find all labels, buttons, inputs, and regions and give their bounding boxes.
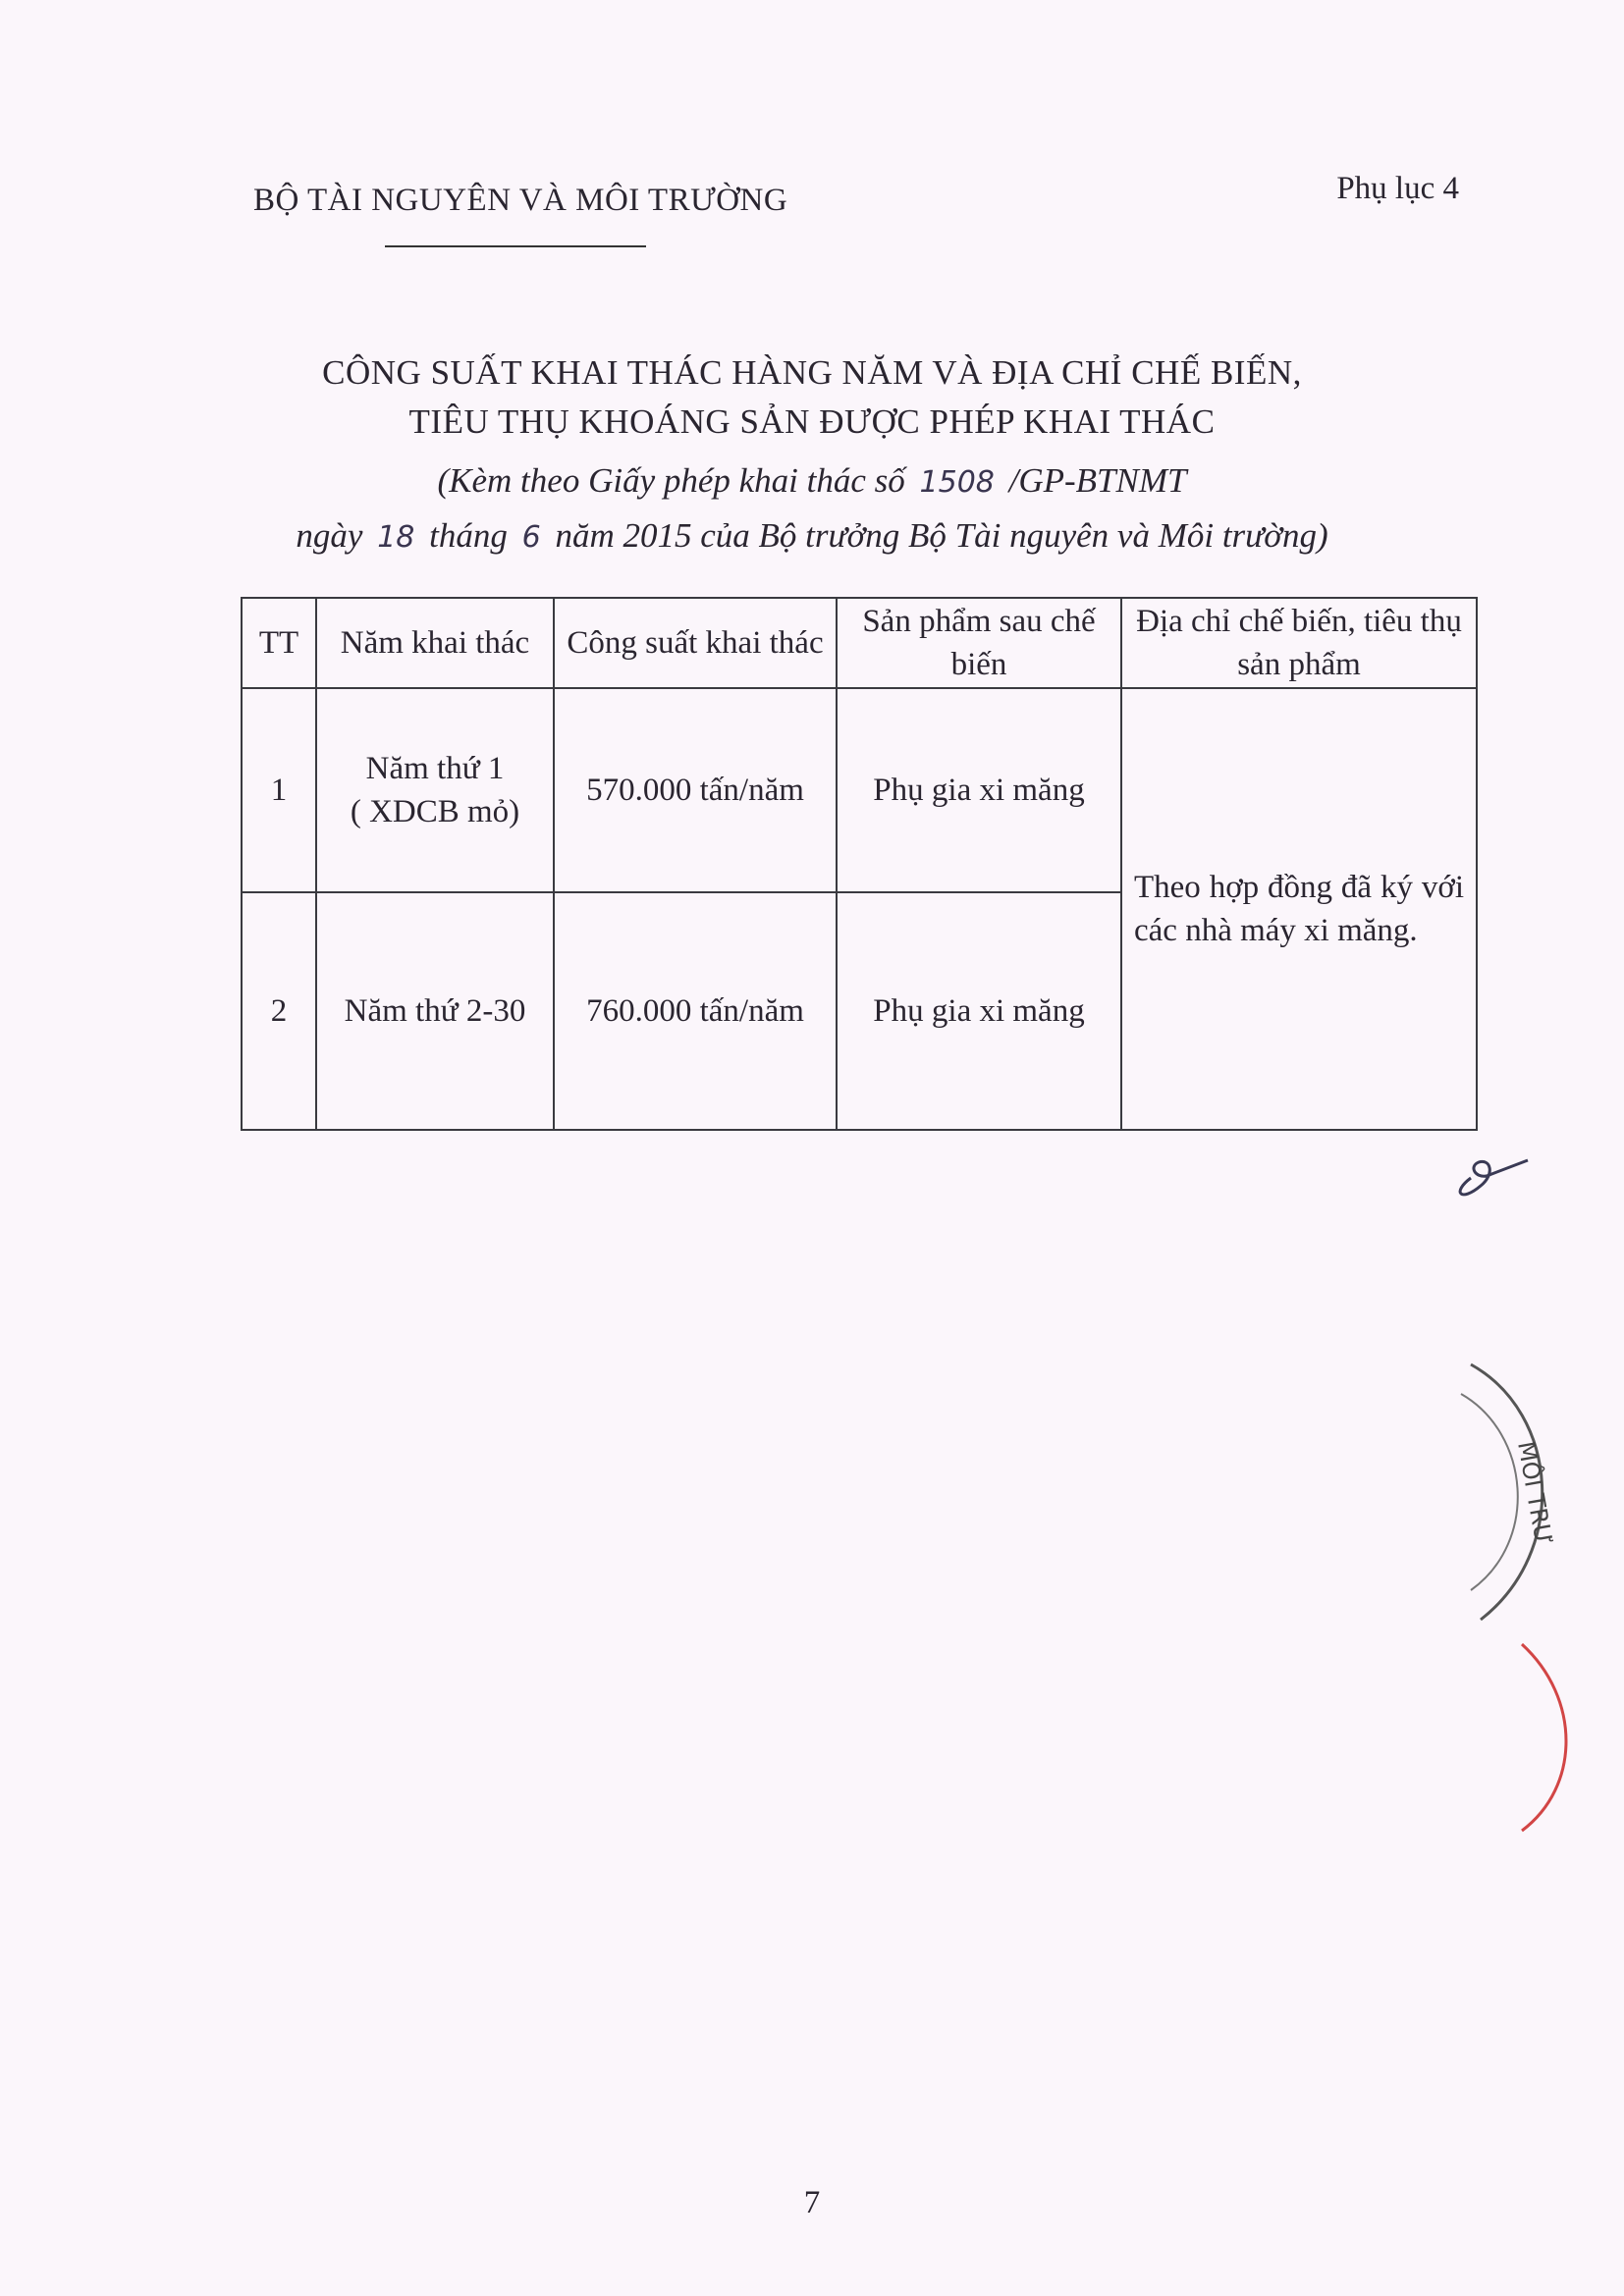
header-address: Địa chỉ chế biến, tiêu thụ sản phẩm	[1121, 598, 1477, 688]
handwritten-permit-number: 1508	[919, 465, 995, 500]
document-title-line-1: CÔNG SUẤT KHAI THÁC HÀNG NĂM VÀ ĐỊA CHỈ CHẾ BIẾN,	[322, 353, 1302, 392]
subtitle-permit-prefix: (Kèm theo Giấy phép khai thác số	[437, 461, 905, 500]
subtitle-year-suffix: năm 2015 của Bộ trưởng Bộ Tài nguyên và Môi trường)	[555, 516, 1328, 555]
cell-year-line-1: Năm thứ 1	[365, 751, 505, 786]
cell-tt: 2	[242, 892, 316, 1130]
handwritten-day: 18	[377, 520, 415, 555]
header-tt: TT	[242, 598, 316, 688]
cell-product: Phụ gia xi măng	[837, 892, 1121, 1130]
cell-capacity: 760.000 tấn/năm	[554, 892, 837, 1130]
ministry-underline	[385, 245, 646, 247]
table-header-row	[242, 598, 1477, 688]
table-row	[242, 688, 1477, 892]
cell-capacity: 570.000 tấn/năm	[554, 688, 837, 892]
capacity-table	[241, 597, 1478, 1131]
subtitle-day-prefix: ngày	[296, 516, 363, 555]
cell-year	[316, 688, 554, 892]
cell-tt: 1	[242, 688, 316, 892]
handwritten-month: 6	[521, 520, 541, 555]
document-title-line-2: TIÊU THỤ KHOÁNG SẢN ĐƯỢC PHÉP KHAI THÁC	[408, 402, 1216, 441]
cell-address: Theo hợp đồng đã ký với các nhà máy xi măng.	[1121, 688, 1477, 1130]
header-capacity: Công suất khai thác	[554, 598, 837, 688]
cell-year-line-2: ( XDCB mỏ)	[350, 794, 520, 829]
subtitle-line-2	[0, 516, 1624, 556]
red-seal-stamp	[1512, 1639, 1581, 1836]
appendix-label: Phụ lục 4	[1336, 171, 1459, 206]
subtitle-permit-suffix: /GP-BTNMT	[1008, 461, 1187, 500]
page-number: 7	[803, 2185, 821, 2220]
ministry-name: BỘ TÀI NGUYÊN VÀ MÔI TRƯỜNG	[253, 183, 788, 218]
header-year: Năm khai thác	[316, 598, 554, 688]
seal-text: MÔI TRƯ	[1512, 1439, 1558, 1547]
cell-product: Phụ gia xi măng	[837, 688, 1121, 892]
signature-mark	[1441, 1139, 1530, 1207]
header-product: Sản phẩm sau chế biến	[837, 598, 1121, 688]
subtitle-line-1	[0, 461, 1624, 501]
official-seal-stamp	[1451, 1355, 1589, 1629]
cell-year: Năm thứ 2-30	[316, 892, 554, 1130]
subtitle-month-prefix: tháng	[429, 516, 508, 555]
